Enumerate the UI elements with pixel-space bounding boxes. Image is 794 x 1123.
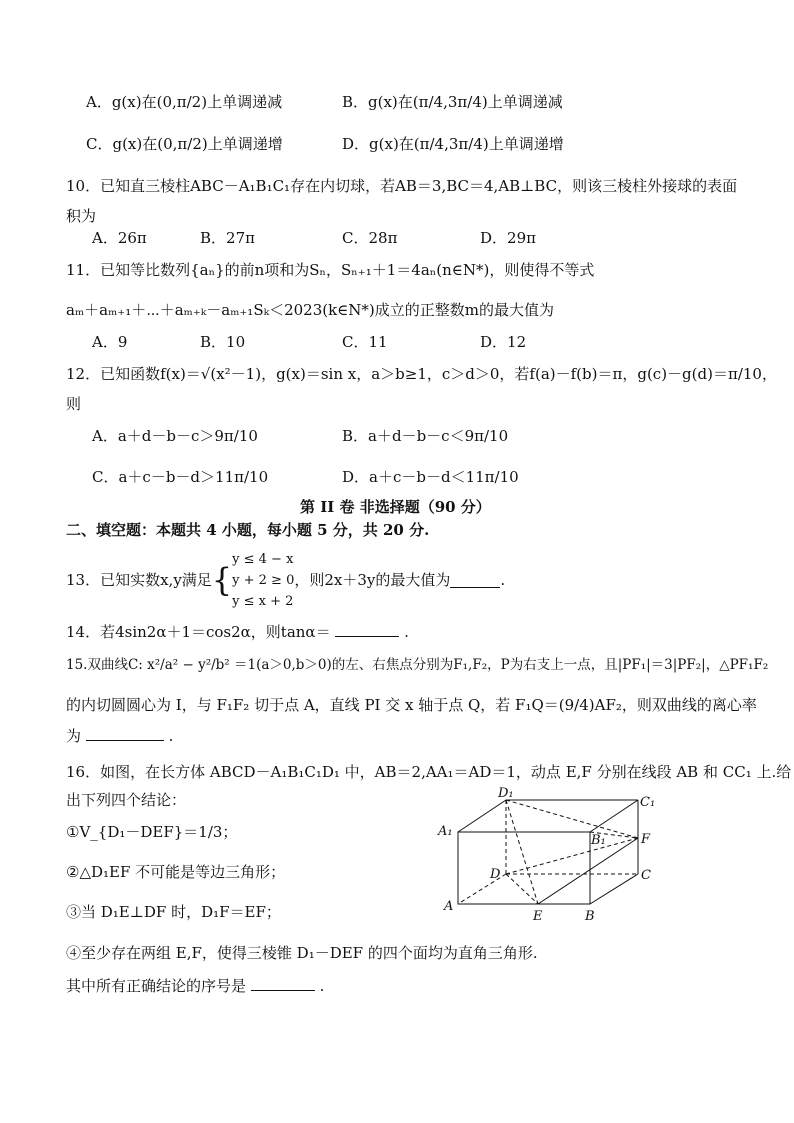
q15-line3 bbox=[66, 726, 173, 746]
q16-conclusion-1: ①V_{D₁－DEF}＝1/3； bbox=[66, 823, 238, 841]
section2-title: 二、填空题：本题共 4 小题，每小题 5 分，共 20 分. bbox=[66, 521, 430, 539]
q12-stem-line2: 则 bbox=[66, 395, 82, 413]
q13-condition-2: y + 2 ≥ 0 bbox=[232, 572, 295, 588]
q13-line bbox=[66, 548, 505, 612]
q13-system bbox=[232, 549, 294, 612]
segment-e-f bbox=[538, 838, 638, 904]
q12-option-b: B．a＋d－b－c＜9π/10 bbox=[342, 427, 509, 445]
q9-option-c: C．g(x)在(0,π/2)上单调递增 bbox=[86, 135, 283, 153]
label-d1: D₁ bbox=[498, 786, 514, 801]
label-f: F bbox=[641, 832, 651, 847]
q10-option-b: B．27π bbox=[200, 229, 255, 247]
q15-line1: 15.双曲线C: x²/a² − y²/b² ＝1(a＞0,b＞0)的左、右焦点分别为F₁,F₂，P为右支上一点，且|PF₁|＝3|PF₂|，△PF₁F₂ bbox=[66, 657, 769, 673]
q14-line bbox=[66, 622, 409, 642]
q13-brace: { bbox=[211, 561, 233, 599]
part2-title: 第 II 卷 非选择题（90 分） bbox=[300, 498, 491, 516]
label-e: E bbox=[533, 909, 543, 924]
label-b1: B₁ bbox=[591, 833, 606, 848]
q15-prefix: 为 bbox=[66, 727, 82, 745]
label-d: D bbox=[490, 867, 501, 882]
q10-option-d: D．29π bbox=[480, 229, 536, 247]
q12-option-d: D．a＋c－b－d＜11π/10 bbox=[342, 468, 519, 486]
q11-stem-line2: aₘ＋aₘ₊₁＋⋯＋aₘ₊ₖ－aₘ₊₁Sₖ＜2023(k∈N*)成立的正整数m的最大值为 bbox=[66, 301, 554, 319]
q12-option-a: A．a＋d－b－c＞9π/10 bbox=[92, 427, 258, 445]
q16-line1: 16．如图，在长方体 ABCD－A₁B₁C₁D₁ 中，AB＝2,AA₁＝AD＝1，动点 E,F 分别在线段 AB 和 CC₁ 上.给 bbox=[66, 763, 792, 781]
q13-answer-blank bbox=[450, 573, 500, 588]
q11-option-a: A．9 bbox=[92, 333, 128, 351]
label-c1: C₁ bbox=[640, 795, 656, 810]
q12-option-c: C．a＋c－b－d＞11π/10 bbox=[92, 468, 269, 486]
q10-stem-line2: 积为 bbox=[66, 207, 97, 225]
label-a1: A₁ bbox=[438, 824, 453, 839]
q16-final-text: 其中所有正确结论的序号是 bbox=[66, 977, 247, 995]
q13-end: . bbox=[500, 571, 506, 589]
q13-condition-3: y ≤ x + 2 bbox=[232, 593, 294, 609]
q15-end: . bbox=[168, 727, 174, 745]
edge-b-c bbox=[590, 874, 638, 904]
edge-d1-a1 bbox=[458, 800, 506, 832]
q10-stem-line1: 10．已知直三棱柱ABC－A₁B₁C₁存在内切球，若AB＝3,BC＝4,AB⊥BC，则该三棱柱外接球的表面 bbox=[66, 177, 738, 195]
q16-answer-blank bbox=[251, 976, 315, 991]
q13-suffix: ，则2x＋3y的最大值为 bbox=[294, 571, 451, 589]
q11-stem-line1: 11．已知等比数列{aₙ}的前n项和为Sₙ，Sₙ₊₁＋1＝4aₙ(n∈N*)，则使得不等式 bbox=[66, 261, 595, 279]
q13-condition-1: y ≤ 4 − x bbox=[232, 551, 294, 567]
q12-stem-line1: 12．已知函数f(x)＝√(x²－1)，g(x)＝sin x，a＞b≥1，c＞d＞0，若f(a)－f(b)＝π，g(c)－g(d)＝π/10， bbox=[66, 365, 777, 383]
label-c: C bbox=[641, 868, 651, 883]
cuboid-figure bbox=[428, 786, 668, 926]
label-a: A bbox=[444, 899, 454, 914]
segment-d-f bbox=[506, 838, 638, 874]
q16-conclusion-2: ②△D₁EF 不可能是等边三角形； bbox=[66, 863, 286, 881]
q13-prefix: 13．已知实数x,y满足 bbox=[66, 571, 212, 589]
q15-line2: 的内切圆圆心为 I，与 F₁F₂ 切于点 A，直线 PI 交 x 轴于点 Q，若 F₁Q＝(9/4)AF₂，则双曲线的离心率 bbox=[66, 696, 757, 714]
q16-end: . bbox=[319, 977, 325, 995]
label-b: B bbox=[585, 909, 595, 924]
edge-c1-b1 bbox=[590, 800, 638, 832]
q9-option-b: B．g(x)在(π/4,3π/4)上单调递减 bbox=[342, 93, 563, 111]
q16-conclusion-3: ③当 D₁E⊥DF 时，D₁F＝EF； bbox=[66, 903, 281, 921]
q16-line2: 出下列四个结论： bbox=[66, 791, 187, 809]
q15-answer-blank bbox=[86, 726, 164, 741]
q10-option-a: A．26π bbox=[92, 229, 147, 247]
front-face bbox=[458, 832, 590, 904]
q11-option-c: C．11 bbox=[342, 333, 388, 351]
q9-option-d: D．g(x)在(π/4,3π/4)上单调递增 bbox=[342, 135, 564, 153]
q14-answer-blank bbox=[335, 622, 399, 637]
q14-end: . bbox=[404, 623, 409, 641]
q11-option-d: D．12 bbox=[480, 333, 527, 351]
q14-text: 14．若4sin2α＋1＝cos2α，则tanα＝ bbox=[66, 623, 331, 641]
q16-final-line bbox=[66, 976, 324, 996]
q10-option-c: C．28π bbox=[342, 229, 398, 247]
q11-option-b: B．10 bbox=[200, 333, 246, 351]
q9-option-a: A．g(x)在(0,π/2)上单调递减 bbox=[86, 93, 283, 111]
q16-conclusion-4: ④至少存在两组 E,F，使得三棱锥 D₁－DEF 的四个面均为直角三角形. bbox=[66, 944, 538, 962]
